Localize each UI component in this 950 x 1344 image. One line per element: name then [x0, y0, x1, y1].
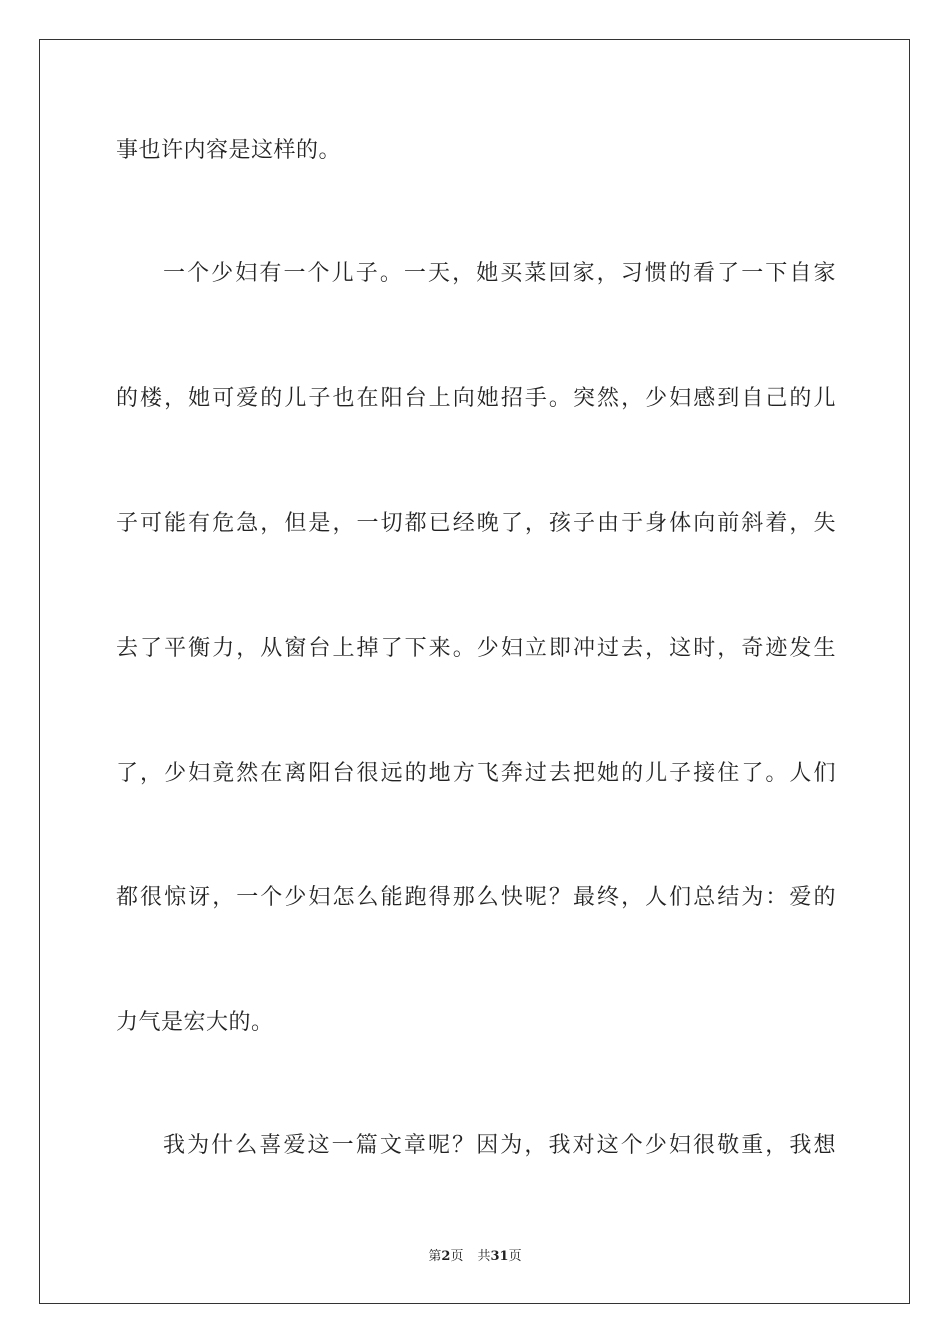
- page-border: [39, 39, 910, 1304]
- text-line-6: 了，少妇竟然在离阳台很远的地方飞奔过去把她的儿子接住了。人们: [116, 761, 836, 786]
- text-line-9: 我为什么喜爱这一篇文章呢？因为，我对这个少妇很敬重，我想: [163, 1133, 836, 1158]
- text-line-8: 力气是宏大的。: [116, 1010, 274, 1035]
- text-line-4: 子可能有危急，但是，一切都已经晚了，孩子由于身体向前斜着，失: [116, 511, 836, 536]
- total-prefix: 共: [477, 1249, 491, 1264]
- total-suffix: 页: [508, 1249, 522, 1264]
- text-line-2: 一个少妇有一个儿子。一天，她买菜回家，习惯的看了一下自家: [163, 261, 836, 286]
- page-footer: [0, 1248, 950, 1266]
- total-pages: 31: [490, 1249, 509, 1264]
- page-prefix: 第: [428, 1249, 442, 1264]
- page-suffix: 页: [450, 1249, 464, 1264]
- page-number: 2: [441, 1249, 451, 1264]
- text-line-5: 去了平衡力，从窗台上掉了下来。少妇立即冲过去，这时，奇迹发生: [116, 636, 836, 661]
- text-line-1: 事也许内容是这样的。: [116, 138, 342, 163]
- text-line-3: 的楼，她可爱的儿子也在阳台上向她招手。突然，少妇感到自己的儿: [116, 386, 836, 411]
- text-line-7: 都很惊讶，一个少妇怎么能跑得那么快呢？最终，人们总结为：爱的: [116, 885, 836, 910]
